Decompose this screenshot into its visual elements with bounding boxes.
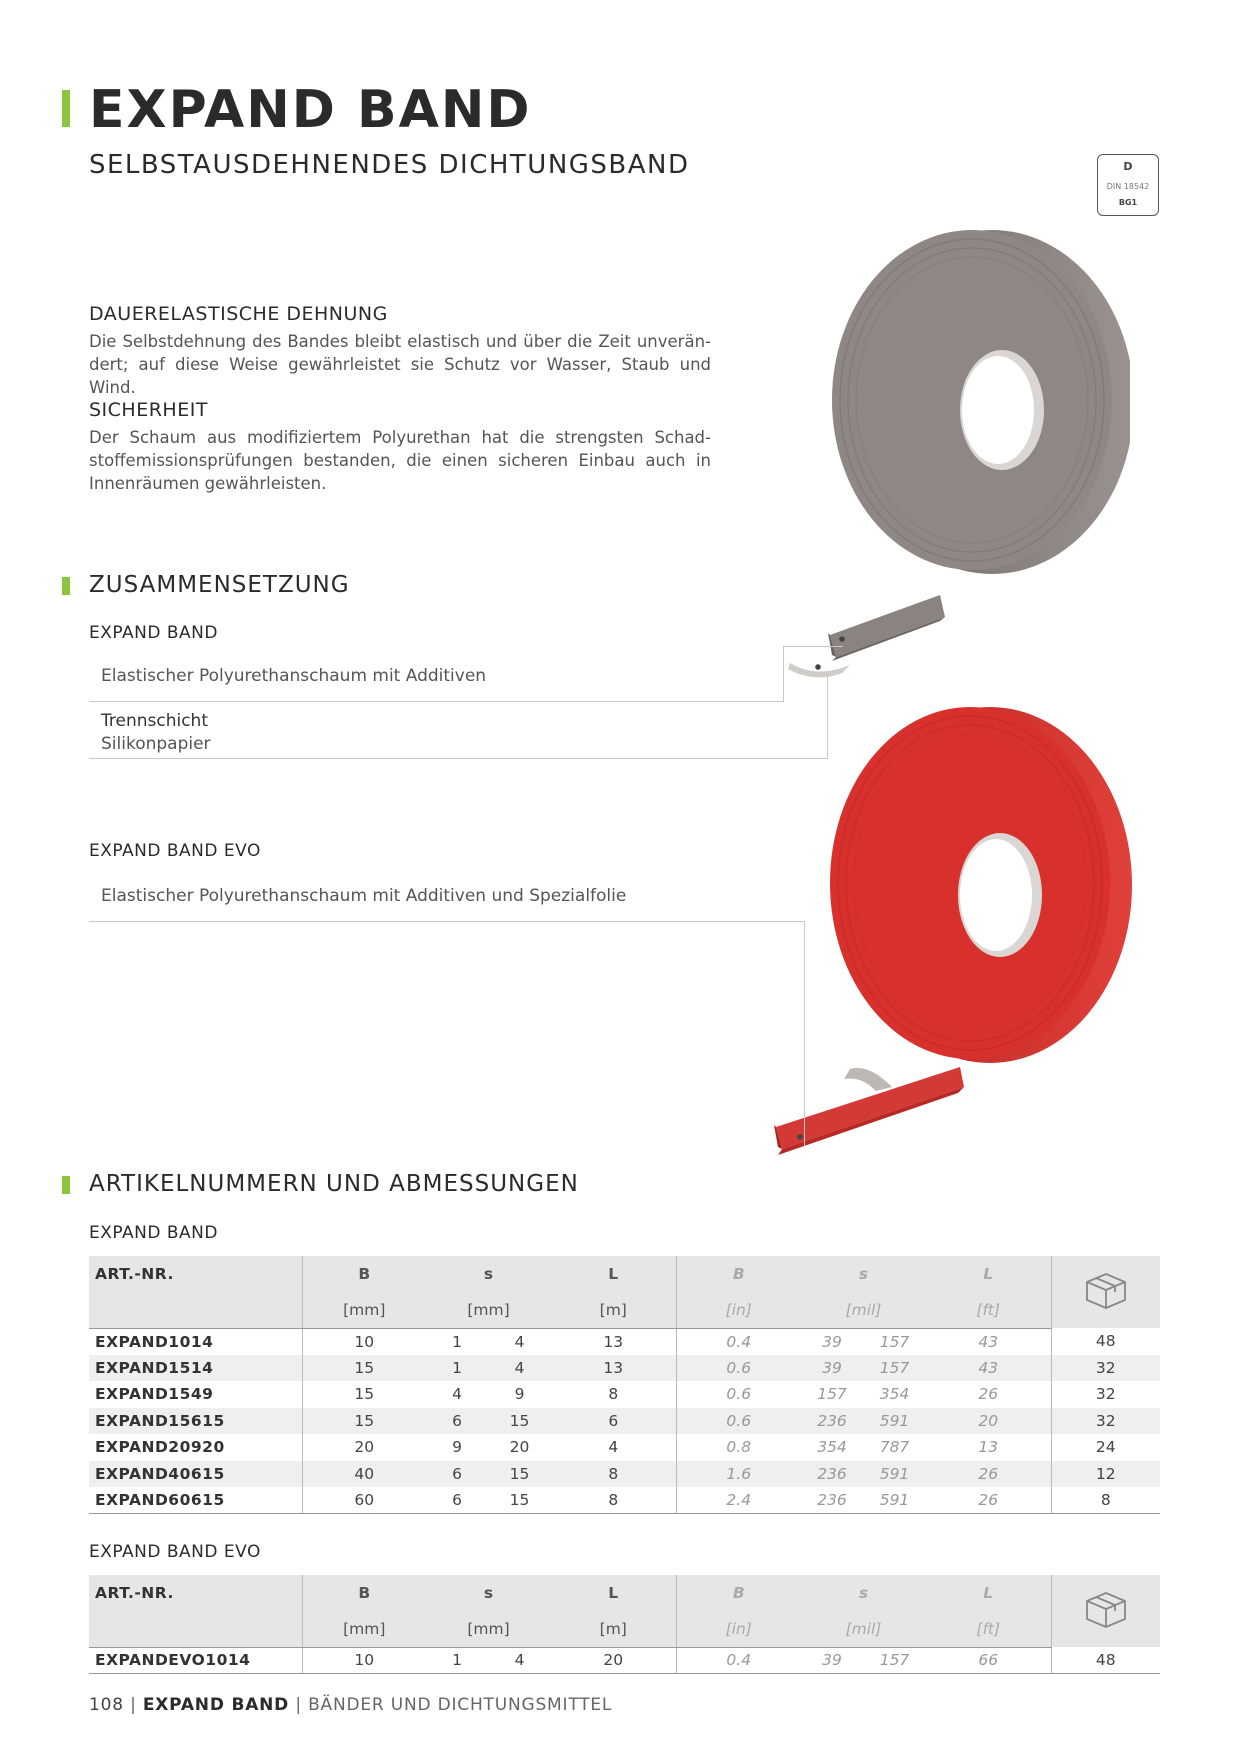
cell-l-ft: 13 bbox=[926, 1434, 1051, 1461]
cell-s-max-mil: 591 bbox=[863, 1408, 926, 1435]
article-number: EXPAND20920 bbox=[89, 1434, 302, 1461]
cell-s-min-mm: 1 bbox=[426, 1355, 488, 1382]
footer-section: EXPAND BAND bbox=[142, 1695, 290, 1715]
cell-package-qty: 32 bbox=[1051, 1355, 1160, 1382]
cell-s-min-mil: 39 bbox=[801, 1647, 863, 1674]
table-row bbox=[89, 1355, 1160, 1382]
cell-b-in: 0.8 bbox=[726, 1438, 752, 1457]
header-s: s bbox=[426, 1256, 551, 1292]
cell-b-in: 0.4 bbox=[726, 1332, 752, 1351]
articles-evo-label: EXPAND BAND EVO bbox=[89, 1542, 261, 1562]
cell-package-qty: 32 bbox=[1051, 1408, 1160, 1435]
article-number: EXPANDEVO1014 bbox=[89, 1647, 302, 1674]
cell-b-in: 0.6 bbox=[676, 1355, 801, 1382]
feature-2-title: SICHERHEIT bbox=[89, 399, 208, 421]
header-b-in: B bbox=[676, 1256, 801, 1292]
cell-l-ft: 20 bbox=[926, 1408, 1051, 1435]
footer-divider: | bbox=[295, 1695, 309, 1715]
cell-s-max-mm: 15 bbox=[488, 1408, 551, 1435]
unit-b: [mm] bbox=[302, 1611, 426, 1647]
header-s-mil: s bbox=[801, 1256, 926, 1292]
cell-s-min-mil: 157 bbox=[817, 1385, 847, 1404]
cell-s-max-mm: 20 bbox=[509, 1438, 530, 1457]
cell-s-max-mil: 787 bbox=[879, 1438, 910, 1457]
cell-s-min-mm: 9 bbox=[452, 1438, 462, 1457]
cell-l-ft: 43 bbox=[926, 1355, 1051, 1382]
cell-l-ft: 66 bbox=[926, 1647, 1051, 1674]
cell-package-qty: 32 bbox=[1095, 1385, 1116, 1404]
header-s-mil: s bbox=[801, 1575, 926, 1611]
articles-title: ARTIKELNUMMERN UND ABMESSUNGEN bbox=[89, 1171, 579, 1197]
composition-band-label: EXPAND BAND bbox=[89, 623, 218, 643]
page-number: 108 bbox=[89, 1695, 124, 1715]
cell-s-min-mm: 6 bbox=[426, 1487, 488, 1514]
cell-s-max-mm: 15 bbox=[488, 1487, 551, 1514]
composition-band-layer1: Elastischer Polyurethanschaum mit Additiven bbox=[101, 666, 487, 686]
page-title: EXPAND BAND bbox=[89, 80, 532, 140]
leader-line bbox=[804, 921, 805, 1146]
header-art: ART.-NR. bbox=[89, 1575, 302, 1611]
cell-s-max-mil: 157 bbox=[879, 1332, 910, 1351]
page-subtitle: SELBSTAUSDEHNENDES DICHTUNGSBAND bbox=[89, 150, 690, 180]
cell-package-qty: 12 bbox=[1051, 1461, 1160, 1488]
cell-package-qty: 48 bbox=[1051, 1647, 1160, 1674]
header-art: ART.-NR. bbox=[89, 1256, 302, 1292]
package-header bbox=[1051, 1256, 1160, 1328]
composition-evo-label: EXPAND BAND EVO bbox=[89, 841, 261, 861]
article-number: EXPAND60615 bbox=[89, 1487, 302, 1514]
package-header bbox=[1051, 1575, 1160, 1647]
cell-s-min-mil: 236 bbox=[801, 1408, 863, 1435]
table-row bbox=[89, 1381, 1160, 1408]
cell-b-mm: 10 bbox=[354, 1332, 375, 1351]
cell-s-max-mil: 591 bbox=[863, 1461, 926, 1488]
cell-s-min-mm: 6 bbox=[426, 1461, 488, 1488]
unit-b: [mm] bbox=[302, 1292, 426, 1328]
feature-1-title: DAUERELASTISCHE DEHNUNG bbox=[89, 303, 388, 325]
cell-b-mm: 60 bbox=[302, 1487, 426, 1514]
article-number: EXPAND40615 bbox=[89, 1461, 302, 1488]
table-row bbox=[89, 1487, 1160, 1514]
cell-b-in: 0.4 bbox=[676, 1647, 801, 1674]
articles-band-label: EXPAND BAND bbox=[89, 1223, 218, 1243]
cell-s-max-mm: 4 bbox=[488, 1355, 551, 1382]
cell-b-in: 1.6 bbox=[676, 1461, 801, 1488]
cell-l-m: 4 bbox=[551, 1434, 676, 1461]
leader-line bbox=[89, 758, 828, 759]
cell-b-mm: 15 bbox=[302, 1355, 426, 1382]
header-l: L bbox=[551, 1575, 676, 1611]
cell-l-m: 13 bbox=[551, 1355, 676, 1382]
certification-badge bbox=[1097, 154, 1159, 216]
unit-s: [mm] bbox=[426, 1611, 551, 1647]
footer-category: BÄNDER UND DICHTUNGSMITTEL bbox=[308, 1695, 613, 1715]
cell-s-min-mil: 39 bbox=[801, 1355, 863, 1382]
cell-l-ft: 43 bbox=[926, 1328, 1051, 1355]
header-l-ft: L bbox=[926, 1256, 1051, 1292]
package-box-icon bbox=[1083, 1270, 1129, 1310]
cell-l-m: 6 bbox=[551, 1408, 676, 1435]
cell-s-max-mil: 354 bbox=[879, 1385, 910, 1404]
unit-b-in: [in] bbox=[676, 1611, 801, 1647]
cell-l-m: 8 bbox=[551, 1381, 676, 1408]
badge-line-3: BG1 bbox=[1118, 198, 1138, 207]
cell-s-max-mil: 591 bbox=[863, 1487, 926, 1514]
unit-l-ft: [ft] bbox=[926, 1611, 1051, 1647]
cell-s-max-mm: 4 bbox=[488, 1647, 551, 1674]
table-row bbox=[89, 1328, 1160, 1355]
cell-s-max-mm: 4 bbox=[514, 1332, 525, 1351]
composition-evo-layer1: Elastischer Polyurethanschaum mit Additiven und Spezialfolie bbox=[101, 886, 627, 906]
header-l-ft: L bbox=[926, 1575, 1051, 1611]
articles-accent-bar bbox=[62, 1176, 70, 1194]
cell-s-min-mil: 354 bbox=[817, 1438, 847, 1457]
unit-l: [m] bbox=[551, 1611, 676, 1647]
cell-l-m: 8 bbox=[551, 1461, 676, 1488]
unit-s-mil: [mil] bbox=[801, 1611, 926, 1647]
cell-b-mm: 15 bbox=[354, 1385, 375, 1404]
cell-s-min-mm: 4 bbox=[452, 1385, 462, 1404]
header-art-empty bbox=[89, 1611, 302, 1647]
cell-package-qty: 8 bbox=[1051, 1487, 1160, 1514]
cell-l-ft: 26 bbox=[926, 1487, 1051, 1514]
title-accent-bar bbox=[62, 90, 70, 127]
expand-band-table bbox=[89, 1256, 1160, 1514]
cell-l-m: 20 bbox=[551, 1647, 676, 1674]
header-b-in: B bbox=[676, 1575, 801, 1611]
unit-l-ft: [ft] bbox=[926, 1292, 1051, 1328]
expand-band-evo-table bbox=[89, 1575, 1160, 1674]
cell-s-min-mm: 1 bbox=[452, 1332, 462, 1351]
leader-line bbox=[783, 646, 784, 702]
expand-band-evo-roll-image bbox=[760, 695, 1135, 1165]
unit-b-in: [in] bbox=[676, 1292, 801, 1328]
feature-2-text: Der Schaum aus modifiziertem Polyurethan hat die strengsten Schadstoffemissionsprüfungen bestanden, die einen sicheren Einbau auch in Innenräumen gewährleisten. bbox=[89, 428, 711, 493]
package-box-icon bbox=[1083, 1589, 1129, 1629]
cell-package-qty: 24 bbox=[1095, 1438, 1116, 1457]
header-art-empty bbox=[89, 1292, 302, 1328]
feature-1-text: Die Selbstdehnung des Bandes bleibt elastisch und über die Zeit unverändert; auf diese Weise gewährleistet sie Schutz vor Wasser, Staub und Wind. bbox=[89, 332, 711, 397]
cell-s-min-mil: 236 bbox=[801, 1487, 863, 1514]
cell-s-min-mil: 39 bbox=[822, 1332, 842, 1351]
expand-band-evo-rows bbox=[89, 1647, 1160, 1674]
cell-l-ft: 26 bbox=[926, 1381, 1051, 1408]
cell-b-mm: 40 bbox=[302, 1461, 426, 1488]
separator-layer-title: Trennschicht bbox=[101, 711, 208, 731]
leader-line bbox=[89, 701, 784, 702]
header-l: L bbox=[551, 1256, 676, 1292]
cell-b-in: 2.4 bbox=[676, 1487, 801, 1514]
cell-l-m: 8 bbox=[551, 1487, 676, 1514]
cell-s-max-mil: 157 bbox=[863, 1647, 926, 1674]
composition-band-layer2 bbox=[101, 710, 211, 756]
leader-line bbox=[89, 921, 805, 922]
table-row bbox=[89, 1461, 1160, 1488]
expand-band-rows bbox=[89, 1328, 1160, 1514]
expand-band-roll-image bbox=[770, 225, 1130, 685]
unit-l: [m] bbox=[551, 1292, 676, 1328]
table-row bbox=[89, 1434, 1160, 1461]
footer-divider: | bbox=[130, 1695, 143, 1715]
cell-s-min-mm: 6 bbox=[426, 1408, 488, 1435]
cell-s-min-mm: 1 bbox=[426, 1647, 488, 1674]
cell-s-max-mm: 15 bbox=[488, 1461, 551, 1488]
separator-layer-text: Silikonpapier bbox=[101, 734, 211, 754]
cell-b-in: 0.6 bbox=[726, 1385, 752, 1404]
cell-b-mm: 15 bbox=[302, 1408, 426, 1435]
table-row bbox=[89, 1647, 1160, 1674]
cell-l-m: 13 bbox=[551, 1328, 676, 1355]
article-number: EXPAND1014 bbox=[89, 1328, 302, 1355]
cell-l-ft: 26 bbox=[926, 1461, 1051, 1488]
badge-line-1: D bbox=[1123, 160, 1133, 173]
cell-b-mm: 20 bbox=[354, 1438, 375, 1457]
article-number: EXPAND1549 bbox=[89, 1381, 302, 1408]
header-b: B bbox=[302, 1256, 426, 1292]
composition-accent-bar bbox=[62, 577, 70, 595]
header-s: s bbox=[426, 1575, 551, 1611]
cell-b-mm: 10 bbox=[302, 1647, 426, 1674]
unit-s: [mm] bbox=[426, 1292, 551, 1328]
page-footer bbox=[89, 1695, 612, 1715]
header-b: B bbox=[302, 1575, 426, 1611]
badge-line-2: DIN 18542 bbox=[1106, 182, 1150, 191]
article-number: EXPAND1514 bbox=[89, 1355, 302, 1382]
cell-b-in: 0.6 bbox=[676, 1408, 801, 1435]
leader-line bbox=[783, 646, 843, 647]
leader-line bbox=[827, 676, 828, 759]
cell-s-max-mil: 157 bbox=[863, 1355, 926, 1382]
unit-s-mil: [mil] bbox=[801, 1292, 926, 1328]
cell-package-qty: 48 bbox=[1095, 1332, 1116, 1351]
cell-s-max-mm: 9 bbox=[514, 1385, 525, 1404]
table-row bbox=[89, 1408, 1160, 1435]
cell-s-min-mil: 236 bbox=[801, 1461, 863, 1488]
article-number: EXPAND15615 bbox=[89, 1408, 302, 1435]
composition-title: ZUSAMMENSETZUNG bbox=[89, 572, 350, 598]
